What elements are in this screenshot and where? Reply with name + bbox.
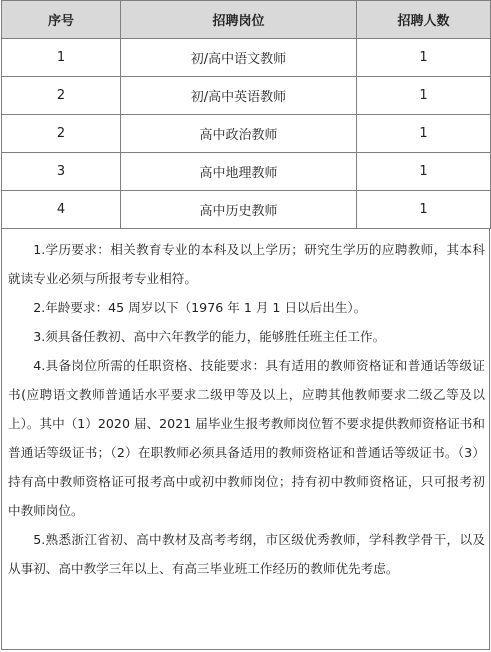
table-row xyxy=(2,39,491,77)
recruitment-document xyxy=(1,0,490,650)
position-cell: 初/高中语文教师 xyxy=(121,39,357,77)
headcount-cell: 1 xyxy=(357,153,491,191)
header-position: 招聘岗位 xyxy=(121,1,357,39)
headcount-cell: 1 xyxy=(357,115,491,153)
table-row xyxy=(2,153,491,191)
position-cell: 高中政治教师 xyxy=(121,115,357,153)
recruitment-table xyxy=(1,0,491,229)
headcount-cell: 1 xyxy=(357,191,491,229)
table-row xyxy=(2,77,491,115)
requirement-preference: 5.熟悉浙江省初、高中教材及高考考纲，市区级优秀教师，学科教学骨干，以及从事初、高中教学三年以上、有高三毕业班工作经历的教师优先考虑。 xyxy=(8,532,485,576)
requirement-qualifications: 4.具备岗位所需的任职资格、技能要求：具有适用的教师资格证和普通话等级证书(应聘语文教师普通话水平要求二级甲等及以上，应聘其他教师要求二级乙等及以上）。其中（1）2020 届、2021 届毕业生报考教师岗位暂不要求提供教师资格证书和普通话等级证书；（2）在职教师必须具备适用的教师资格证和普通话等级证书。（3）持有高中教师资格证可报考高中或初中教师岗位；持有初中教师资格证，只可报考初中教师岗位。 xyxy=(8,358,485,518)
serial-number-cell: 4 xyxy=(2,191,121,229)
serial-number-cell: 1 xyxy=(2,39,121,77)
table-row xyxy=(2,115,491,153)
position-cell: 高中历史教师 xyxy=(121,191,357,229)
position-cell: 初/高中英语教师 xyxy=(121,77,357,115)
table-header-row xyxy=(2,1,491,39)
headcount-cell: 1 xyxy=(357,39,491,77)
header-headcount: 招聘人数 xyxy=(357,1,491,39)
headcount-cell: 1 xyxy=(357,77,491,115)
position-cell: 高中地理教师 xyxy=(121,153,357,191)
requirement-age: 2.年龄要求：45 周岁以下（1976 年 1 月 1 日以后出生）。 xyxy=(33,300,367,315)
header-serial-number: 序号 xyxy=(2,1,121,39)
requirement-teaching-ability: 3.须具备任教初、高中六年教学的能力，能够胜任班主任工作。 xyxy=(33,329,386,344)
serial-number-cell: 3 xyxy=(2,153,121,191)
requirements-section xyxy=(1,229,490,650)
serial-number-cell: 2 xyxy=(2,77,121,115)
requirement-education: 1.学历要求：相关教育专业的本科及以上学历；研究生学历的应聘教师，其本科就读专业必须与所报考专业相符。 xyxy=(8,242,485,286)
table-row xyxy=(2,191,491,229)
serial-number-cell: 2 xyxy=(2,115,121,153)
